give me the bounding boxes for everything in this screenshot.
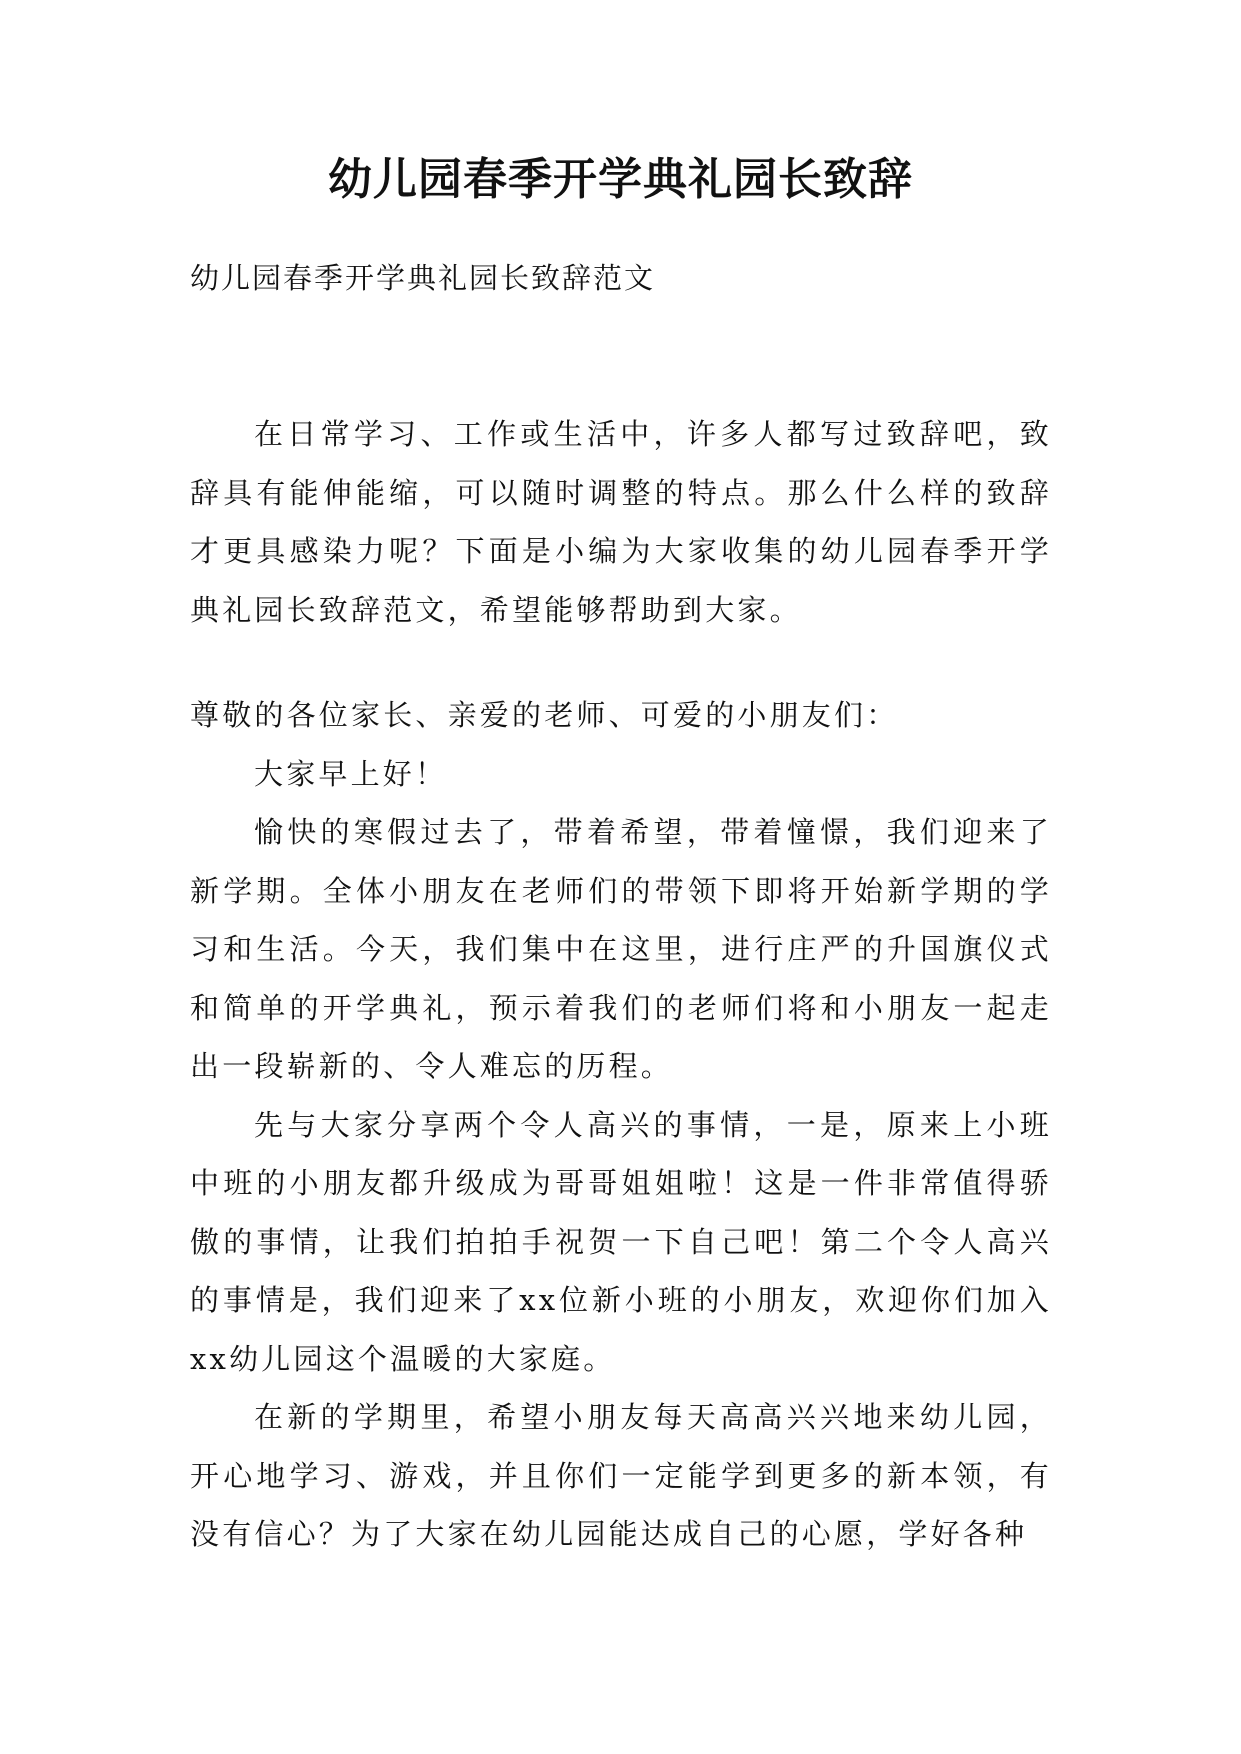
paragraph-greeting: 大家早上好！ [254, 756, 448, 791]
paragraph-wishes: 在新的学期里，希望小朋友每天高高兴兴地来幼儿园，开心地学习、游戏，并且你们一定能学到更多的新本领，有没有信心？为了大家在幼儿园能达成自己的心愿，学好各种 [190, 1400, 1052, 1551]
intro-paragraph: 在日常学习、工作或生活中，许多人都写过致辞吧，致辞具有能伸能缩，可以随时调整的特点。那么什么样的致辞才更具感染力呢？下面是小编为大家收集的幼儿园春季开学典礼园长致辞范文，希望能够帮助到大家。 [190, 417, 1052, 627]
document-subtitle: 幼儿园春季开学典礼园长致辞范文 [190, 261, 656, 295]
document-title: 幼儿园春季开学典礼园长致辞 [328, 154, 913, 205]
salutation: 尊敬的各位家长、亲爱的老师、可爱的小朋友们： [190, 698, 899, 732]
intro-section [190, 405, 1052, 639]
paragraph-good-news: 先与大家分享两个令人高兴的事情，一是，原来上小班中班的小朋友都升级成为哥哥姐姐啦！这是一件非常值得骄傲的事情，让我们拍拍手祝贺一下自己吧！第二个令人高兴的事情是，我们迎来了xx位新小班的小朋友，欢迎你们加入xx幼儿园这个温暖的大家庭。 [190, 1107, 1052, 1376]
paragraph-new-term: 愉快的寒假过去了，带着希望，带着憧憬，我们迎来了新学期。全体小朋友在老师们的带领下即将开始新学期的学习和生活。今天，我们集中在这里，进行庄严的升国旗仪式和简单的开学典礼，预示着我们的老师们将和小朋友一起走出一段崭新的、令人难忘的历程。 [190, 815, 1052, 1083]
speech-section [190, 686, 1052, 1564]
